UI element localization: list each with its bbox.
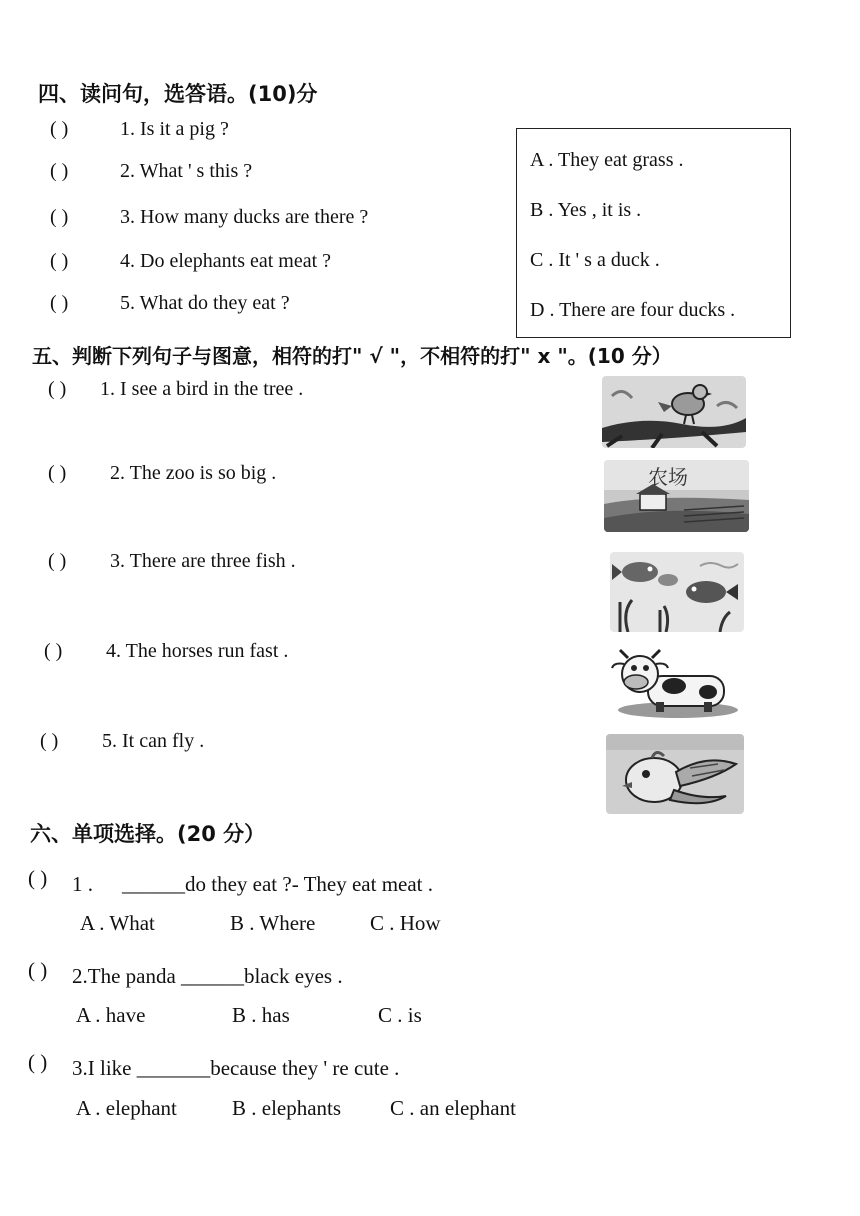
cow-picture xyxy=(608,648,744,720)
section4-q1 xyxy=(50,118,229,141)
choice-b[interactable]: B . elephants xyxy=(232,1096,342,1120)
statement-text: 3. There are three fish . xyxy=(110,550,296,572)
farm-sign-text: 农场 xyxy=(648,465,688,489)
answer-blank[interactable]: ( ) xyxy=(28,866,48,890)
farm-scene-picture xyxy=(604,460,749,532)
answer-blank[interactable]: ( ) xyxy=(28,958,48,982)
choice-a[interactable]: A . have xyxy=(76,1003,146,1027)
statement-text: 2. The zoo is so big . xyxy=(110,462,277,484)
section5-item4 xyxy=(44,640,288,663)
option-c: C . It ' s a duck . xyxy=(530,249,660,271)
question-number: 2. xyxy=(72,964,88,988)
judge-blank[interactable]: ( ) xyxy=(48,378,67,400)
choice-c[interactable]: C . How xyxy=(370,911,441,935)
question-text: 1. Is it a pig ? xyxy=(120,118,229,140)
question-text: 3. How many ducks are there ? xyxy=(120,206,369,228)
fish-underwater-picture xyxy=(610,552,744,632)
section4-heading: 四、读问句，选答语。(10)分 xyxy=(38,82,318,106)
section6-q3-choices xyxy=(76,1096,556,1124)
judge-blank[interactable]: ( ) xyxy=(44,640,63,662)
flying-bird-picture xyxy=(606,734,744,814)
choice-c[interactable]: C . an elephant xyxy=(390,1096,516,1120)
answer-blank[interactable]: ( ) xyxy=(50,250,69,272)
section4-q2 xyxy=(50,160,252,183)
choice-b[interactable]: B . Where xyxy=(230,911,316,935)
answer-blank[interactable]: ( ) xyxy=(50,118,69,140)
choice-b[interactable]: B . has xyxy=(232,1003,290,1027)
statement-text: 4. The horses run fast . xyxy=(106,640,289,662)
judge-blank[interactable]: ( ) xyxy=(48,550,67,572)
choice-a[interactable]: A . elephant xyxy=(76,1096,177,1120)
section6-q1-choices xyxy=(80,911,500,939)
section4-q3 xyxy=(50,206,368,229)
answer-blank[interactable]: ( ) xyxy=(50,160,69,182)
section5-item5 xyxy=(40,730,204,753)
option-a: A . They eat grass . xyxy=(530,149,684,171)
section4-q4 xyxy=(50,250,331,273)
section5-item2 xyxy=(48,462,276,485)
question-text: ______do they eat ?- They eat meat . xyxy=(122,872,434,896)
question-text: 2. What ' s this ? xyxy=(120,160,253,182)
question-number: 1 . xyxy=(72,872,93,896)
judge-blank[interactable]: ( ) xyxy=(40,730,59,752)
question-text: The panda ______black eyes . xyxy=(87,964,343,988)
statement-text: 5. It can fly . xyxy=(102,730,205,752)
answer-blank[interactable]: ( ) xyxy=(50,292,69,314)
question-number: 3. xyxy=(72,1056,88,1080)
section6-q3 xyxy=(28,1050,399,1081)
section6-q2-choices xyxy=(76,1003,496,1031)
statement-text: 1. I see a bird in the tree . xyxy=(100,378,304,400)
answer-blank[interactable]: ( ) xyxy=(50,206,69,228)
judge-blank[interactable]: ( ) xyxy=(48,462,67,484)
question-text: I like _______because they ' re cute . xyxy=(87,1056,400,1080)
answer-options-box xyxy=(516,128,791,338)
question-text: 5. What do they eat ? xyxy=(120,292,290,314)
choice-c[interactable]: C . is xyxy=(378,1003,422,1027)
choice-a[interactable]: A . What xyxy=(80,911,155,935)
answer-blank[interactable]: ( ) xyxy=(28,1050,48,1074)
section5-heading: 五、判断下列句子与图意，相符的打" √ "，不相符的打" x "。(10 分） xyxy=(32,344,672,368)
section6-q2 xyxy=(28,958,343,989)
section6-q1 xyxy=(28,866,433,897)
section5-item1 xyxy=(48,378,303,401)
option-b: B . Yes , it is . xyxy=(530,199,642,221)
section6-heading: 六、单项选择。(20 分） xyxy=(30,822,266,846)
section4-q5 xyxy=(50,292,290,315)
question-text: 4. Do elephants eat meat ? xyxy=(120,250,332,272)
section5-item3 xyxy=(48,550,296,573)
bird-on-branch-picture xyxy=(602,376,746,448)
option-d: D . There are four ducks . xyxy=(530,299,736,321)
